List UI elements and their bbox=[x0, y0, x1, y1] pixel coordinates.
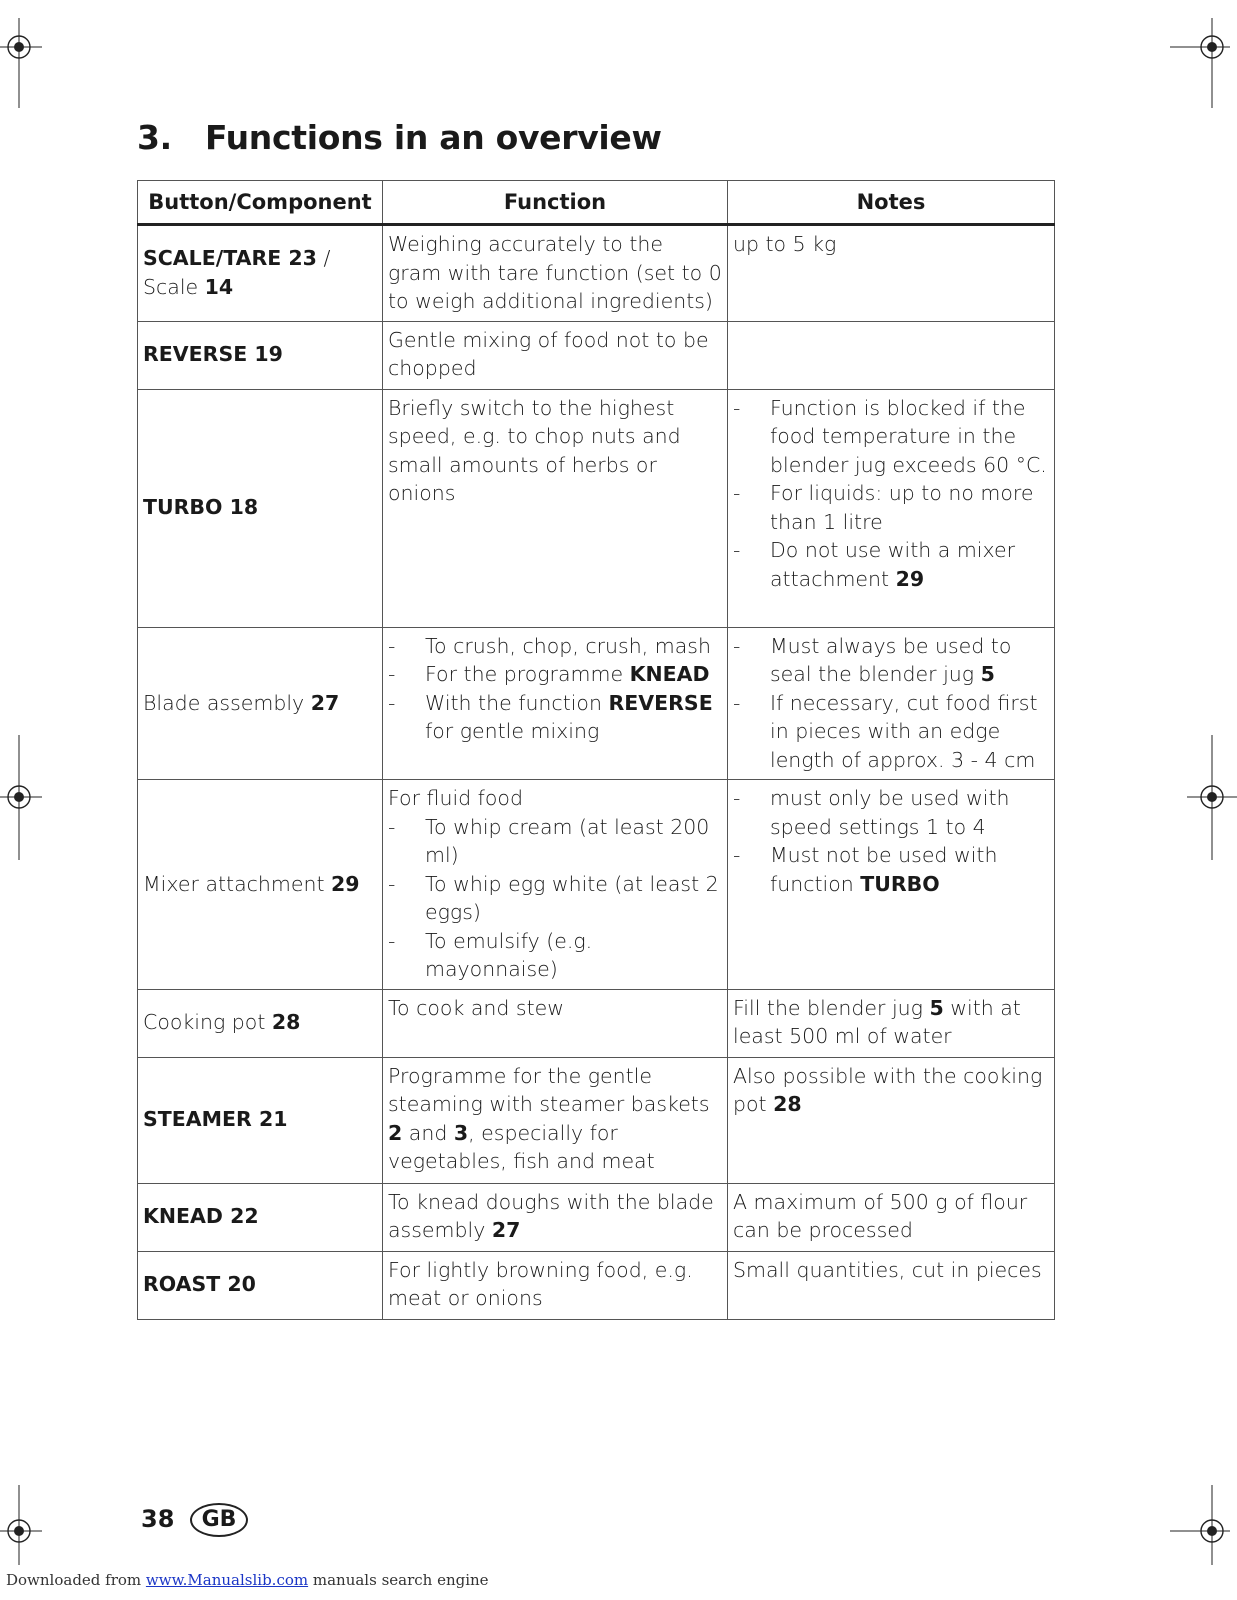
text: Briefly switch to the highest speed, e.g. to chop nuts and small amounts of herbs or onions bbox=[388, 395, 681, 505]
table-row bbox=[138, 780, 1055, 990]
section-number: 3. bbox=[137, 118, 172, 157]
function-cell bbox=[383, 321, 728, 389]
bold-text: SCALE/TARE 23 bbox=[143, 246, 317, 271]
bold-text: 28 bbox=[773, 1092, 802, 1116]
text: , especially for vegetables, fish and meat bbox=[388, 1120, 655, 1173]
bold-text: 27 bbox=[491, 1218, 521, 1242]
bullet-list bbox=[733, 632, 1049, 775]
text: To cook and stew bbox=[388, 995, 565, 1020]
bullet-item bbox=[733, 479, 1049, 536]
text: Blade assembly bbox=[143, 690, 311, 715]
text: To whip cream (at least 200 ml) bbox=[425, 814, 710, 867]
text: up to 5 kg bbox=[733, 232, 837, 256]
bullet-item bbox=[733, 632, 1049, 689]
text: A maximum of 500 g of flour can be processed bbox=[733, 1189, 1028, 1242]
bold-text: TURBO bbox=[860, 871, 940, 896]
notes-cell bbox=[728, 627, 1055, 780]
bullet-item bbox=[733, 689, 1049, 775]
text: with at least 500 ml of water bbox=[733, 995, 1021, 1048]
bullet-item bbox=[388, 660, 722, 689]
bullet-dash: - bbox=[733, 786, 741, 810]
bullet-dash: - bbox=[733, 481, 741, 505]
bold-text: STEAMER 21 bbox=[143, 1107, 288, 1132]
page-number: 38 bbox=[141, 1505, 175, 1533]
registration-mark-bottom-left bbox=[0, 1485, 60, 1565]
text: Must always be used to seal the blender jug bbox=[770, 633, 1012, 686]
bold-text: REVERSE bbox=[608, 690, 713, 715]
table-row bbox=[138, 225, 1055, 322]
component-cell bbox=[138, 1057, 383, 1183]
bold-text: 28 bbox=[271, 1010, 301, 1035]
bold-text: 29 bbox=[331, 871, 360, 896]
notes-cell bbox=[728, 389, 1055, 627]
registration-mark-bottom-right bbox=[1170, 1485, 1237, 1565]
function-cell bbox=[383, 1057, 728, 1183]
function-list bbox=[388, 813, 722, 984]
table-row bbox=[138, 389, 1055, 627]
bullet-dash: - bbox=[733, 538, 741, 562]
text: With the function bbox=[425, 690, 609, 715]
bullet-item bbox=[388, 927, 722, 984]
text: / Scale bbox=[143, 246, 331, 299]
bold-text: 29 bbox=[895, 566, 925, 591]
text: For the programme bbox=[425, 662, 630, 686]
component-cell bbox=[138, 225, 383, 322]
bullet-dash: - bbox=[733, 690, 741, 715]
section-heading bbox=[137, 118, 662, 157]
text: Cooking pot bbox=[143, 1010, 272, 1035]
function-cell bbox=[383, 627, 728, 780]
bullet-item bbox=[733, 784, 1049, 841]
component-cell bbox=[138, 1251, 383, 1319]
component-cell bbox=[138, 1183, 383, 1251]
notes-cell bbox=[728, 1183, 1055, 1251]
notes-cell bbox=[728, 1057, 1055, 1183]
component-cell bbox=[138, 989, 383, 1057]
table-header-row bbox=[138, 181, 1055, 225]
text: To knead doughs with the blade assembly bbox=[388, 1189, 714, 1242]
text: Also possible with the cooking pot bbox=[733, 1063, 1043, 1116]
text: Do not use with a mixer attachment bbox=[770, 538, 1016, 591]
column-header-function: Function bbox=[383, 181, 728, 225]
notes-cell bbox=[728, 225, 1055, 322]
bold-text: TURBO 18 bbox=[143, 495, 259, 520]
bullet-dash: - bbox=[733, 843, 741, 867]
manualslib-link[interactable]: www.Manualslib.com bbox=[145, 1571, 309, 1589]
bullet-item bbox=[388, 813, 722, 870]
function-cell bbox=[383, 389, 728, 627]
text: For lightly browning food, e.g. meat or onions bbox=[388, 1257, 693, 1310]
text: To emulsify (e.g. mayonnaise) bbox=[425, 928, 593, 981]
notes-cell bbox=[728, 1251, 1055, 1319]
text: Function is blocked if the food temperature in the blender jug exceeds 60 °C. bbox=[770, 395, 1047, 477]
text: and bbox=[402, 1120, 454, 1145]
bullet-item bbox=[388, 632, 722, 661]
download-notice bbox=[6, 1571, 489, 1589]
bold-text: 14 bbox=[204, 274, 234, 299]
bullet-dash: - bbox=[388, 662, 396, 686]
function-cell bbox=[383, 1183, 728, 1251]
bullet-dash: - bbox=[388, 871, 396, 896]
bold-text: 2 bbox=[388, 1120, 403, 1145]
registration-mark-top-left bbox=[0, 18, 60, 108]
country-badge: GB bbox=[190, 1503, 248, 1537]
bullet-dash: - bbox=[388, 690, 396, 715]
table-row bbox=[138, 1251, 1055, 1319]
text: Weighing accurately to the gram with tare function (set to 0 to weigh additional ingredients) bbox=[388, 232, 722, 313]
registration-mark-top-right bbox=[1170, 18, 1237, 108]
section-title: Functions in an overview bbox=[205, 118, 662, 157]
function-cell bbox=[383, 989, 728, 1057]
table-row bbox=[138, 321, 1055, 389]
bold-text: 27 bbox=[310, 690, 340, 715]
notes-cell bbox=[728, 780, 1055, 990]
bullet-dash: - bbox=[388, 814, 396, 839]
bullet-dash: - bbox=[388, 633, 396, 658]
text: must only be used with speed settings 1 to 4 bbox=[770, 786, 1010, 839]
component-cell bbox=[138, 627, 383, 780]
component-cell bbox=[138, 321, 383, 389]
text: Gentle mixing of food not to be chopped bbox=[388, 327, 709, 380]
text: Fill the blender jug bbox=[733, 995, 930, 1020]
bullet-item bbox=[733, 394, 1049, 480]
text: For liquids: up to no more than 1 litre bbox=[770, 481, 1034, 534]
text: To crush, chop, crush, mash bbox=[425, 633, 711, 658]
bold-text: 5 bbox=[980, 662, 995, 686]
bullet-dash: - bbox=[733, 395, 741, 420]
component-cell bbox=[138, 780, 383, 990]
bold-text: 3 bbox=[453, 1120, 469, 1145]
table-body bbox=[138, 225, 1055, 1320]
table-row bbox=[138, 1183, 1055, 1251]
text: Mixer attachment bbox=[143, 871, 332, 896]
bold-text: ROAST 20 bbox=[143, 1272, 256, 1297]
download-prefix: Downloaded from bbox=[6, 1571, 146, 1589]
download-suffix: manuals search engine bbox=[308, 1571, 489, 1589]
function-cell bbox=[383, 1251, 728, 1319]
bullet-dash: - bbox=[733, 633, 741, 658]
column-header-component: Button/Component bbox=[138, 181, 383, 225]
function-cell bbox=[383, 780, 728, 990]
bullet-item bbox=[388, 689, 722, 746]
table-row bbox=[138, 989, 1055, 1057]
bullet-item bbox=[733, 536, 1049, 593]
bold-text: KNEAD 22 bbox=[143, 1204, 259, 1229]
text: To whip egg white (at least 2 eggs) bbox=[425, 871, 719, 924]
bullet-item bbox=[388, 870, 722, 927]
text: Small quantities, cut in pieces bbox=[733, 1257, 1042, 1282]
functions-table bbox=[137, 180, 1055, 1320]
registration-mark-mid-right bbox=[1187, 735, 1237, 860]
text: for gentle mixing bbox=[425, 719, 600, 743]
bullet-dash: - bbox=[388, 928, 396, 953]
column-header-notes: Notes bbox=[728, 181, 1055, 225]
notes-cell bbox=[728, 321, 1055, 389]
function-cell bbox=[383, 225, 728, 322]
notes-cell bbox=[728, 989, 1055, 1057]
component-cell bbox=[138, 389, 383, 627]
bold-text: REVERSE 19 bbox=[143, 342, 283, 367]
registration-mark-mid-left bbox=[0, 735, 50, 860]
text: Programme for the gentle steaming with steamer baskets bbox=[388, 1063, 710, 1116]
bullet-list bbox=[388, 632, 722, 746]
table-row bbox=[138, 1057, 1055, 1183]
bullet-list bbox=[733, 394, 1049, 594]
function-intro: For fluid food bbox=[388, 786, 523, 810]
table-row bbox=[138, 627, 1055, 780]
bullet-item bbox=[733, 841, 1049, 898]
bullet-list bbox=[388, 813, 722, 984]
bold-text: KNEAD bbox=[629, 662, 710, 686]
bullet-list bbox=[733, 784, 1049, 898]
text: Must not be used with function bbox=[770, 843, 998, 896]
bold-text: 5 bbox=[929, 995, 944, 1020]
text: If necessary, cut food first in pieces with an edge length of approx. 3 - 4 cm bbox=[770, 690, 1038, 772]
